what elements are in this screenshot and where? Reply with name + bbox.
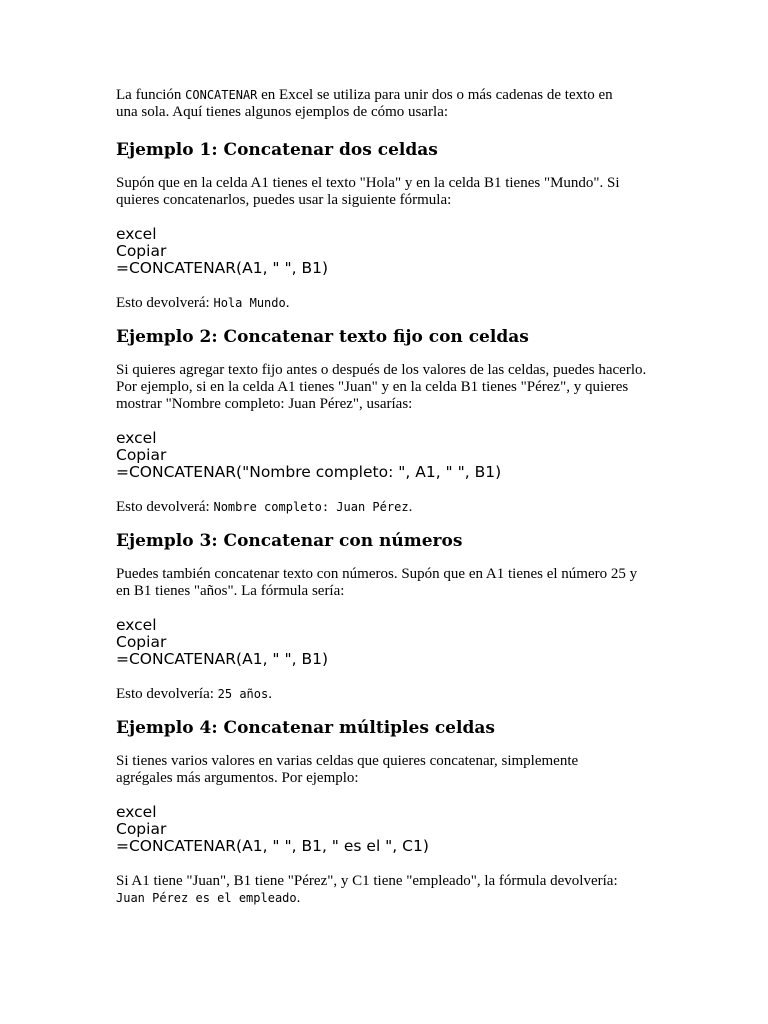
- example-4-code-block: [116, 804, 656, 855]
- example-2: [116, 326, 656, 516]
- example-4: [116, 717, 656, 907]
- example-3-heading: Ejemplo 3: Concatenar con números: [116, 531, 463, 551]
- example-2-code-language: excel: [116, 429, 157, 447]
- example-2-formula: =CONCATENAR("Nombre completo: ", A1, " ", B1): [116, 463, 502, 481]
- example-1-code-language: excel: [116, 225, 157, 243]
- example-3-result-pre: Esto devolvería:: [116, 686, 218, 702]
- example-2-description: Si quieres agregar texto fijo antes o después de los valores de las celdas, puedes hacerlo. Por ejemplo, si en la celda A1 tienes "Juan" y en la celda B1 tienes "Pérez", y quieres mostrar "Nombre completo: Juan Pérez", usarías:: [116, 362, 647, 412]
- example-1-copy-button[interactable]: Copiar: [116, 242, 167, 260]
- example-3-result-code: 25 años: [217, 687, 269, 701]
- example-4-heading: Ejemplo 4: Concatenar múltiples celdas: [116, 718, 495, 738]
- example-1-description: Supón que en la celda A1 tienes el texto "Hola" y en la celda B1 tienes "Mundo". Si quieres concatenarlos, puedes usar la siguiente fórmula:: [116, 175, 620, 208]
- example-1-formula: =CONCATENAR(A1, " ", B1): [116, 259, 329, 277]
- example-3-result-post: .: [268, 686, 272, 702]
- intro-paragraph: [116, 87, 636, 121]
- example-1-result-pre: Esto devolverá:: [116, 295, 214, 311]
- example-3-code-block: [116, 617, 656, 668]
- intro-text-pre: La función: [116, 87, 186, 103]
- example-2-result: [116, 499, 656, 516]
- example-4-result-code: Juan Pérez es el empleado: [116, 891, 297, 905]
- example-3: [116, 530, 656, 703]
- example-4-result-post: .: [296, 890, 301, 906]
- example-1: [116, 139, 656, 312]
- example-4-code-language: excel: [116, 803, 157, 821]
- example-2-heading: Ejemplo 2: Concatenar texto fijo con celdas: [116, 327, 529, 347]
- example-1-heading: Ejemplo 1: Concatenar dos celdas: [116, 140, 438, 160]
- example-3-copy-button[interactable]: Copiar: [116, 633, 167, 651]
- example-3-result: [116, 686, 656, 703]
- example-2-result-post: .: [408, 499, 413, 515]
- example-3-description: Puedes también concatenar texto con números. Supón que en A1 tienes el número 25 y en B1 tienes "años". La fórmula sería:: [116, 566, 638, 599]
- example-3-formula: =CONCATENAR(A1, " ", B1): [116, 650, 329, 668]
- example-4-copy-button[interactable]: Copiar: [116, 820, 167, 838]
- intro-text-post: en Excel se utiliza para unir dos o más cadenas de texto en una sola. Aquí tienes algunos ejemplos de cómo usarla:: [116, 87, 613, 120]
- example-1-result-post: .: [285, 295, 290, 311]
- example-2-result-code: Nombre completo: Juan Pérez: [213, 500, 409, 514]
- example-4-result-pre: Si A1 tiene "Juan", B1 tiene "Pérez", y C1 tiene "empleado", la fórmula devolvería:: [116, 873, 618, 889]
- example-4-formula: =CONCATENAR(A1, " ", B1, " es el ", C1): [116, 837, 429, 855]
- example-1-code-block: [116, 226, 656, 277]
- example-2-result-pre: Esto devolverá:: [116, 499, 214, 515]
- document-page: [116, 87, 656, 907]
- example-2-copy-button[interactable]: Copiar: [116, 446, 167, 464]
- example-1-result: [116, 295, 656, 312]
- example-1-result-code: Hola Mundo: [213, 296, 286, 310]
- example-2-code-block: [116, 430, 656, 481]
- example-3-code-language: excel: [116, 616, 157, 634]
- example-4-result: [116, 873, 646, 907]
- intro-code-function: CONCATENAR: [185, 88, 258, 102]
- example-4-description: Si tienes varios valores en varias celdas que quieres concatenar, simplemente agrégales más argumentos. Por ejemplo:: [116, 753, 579, 786]
